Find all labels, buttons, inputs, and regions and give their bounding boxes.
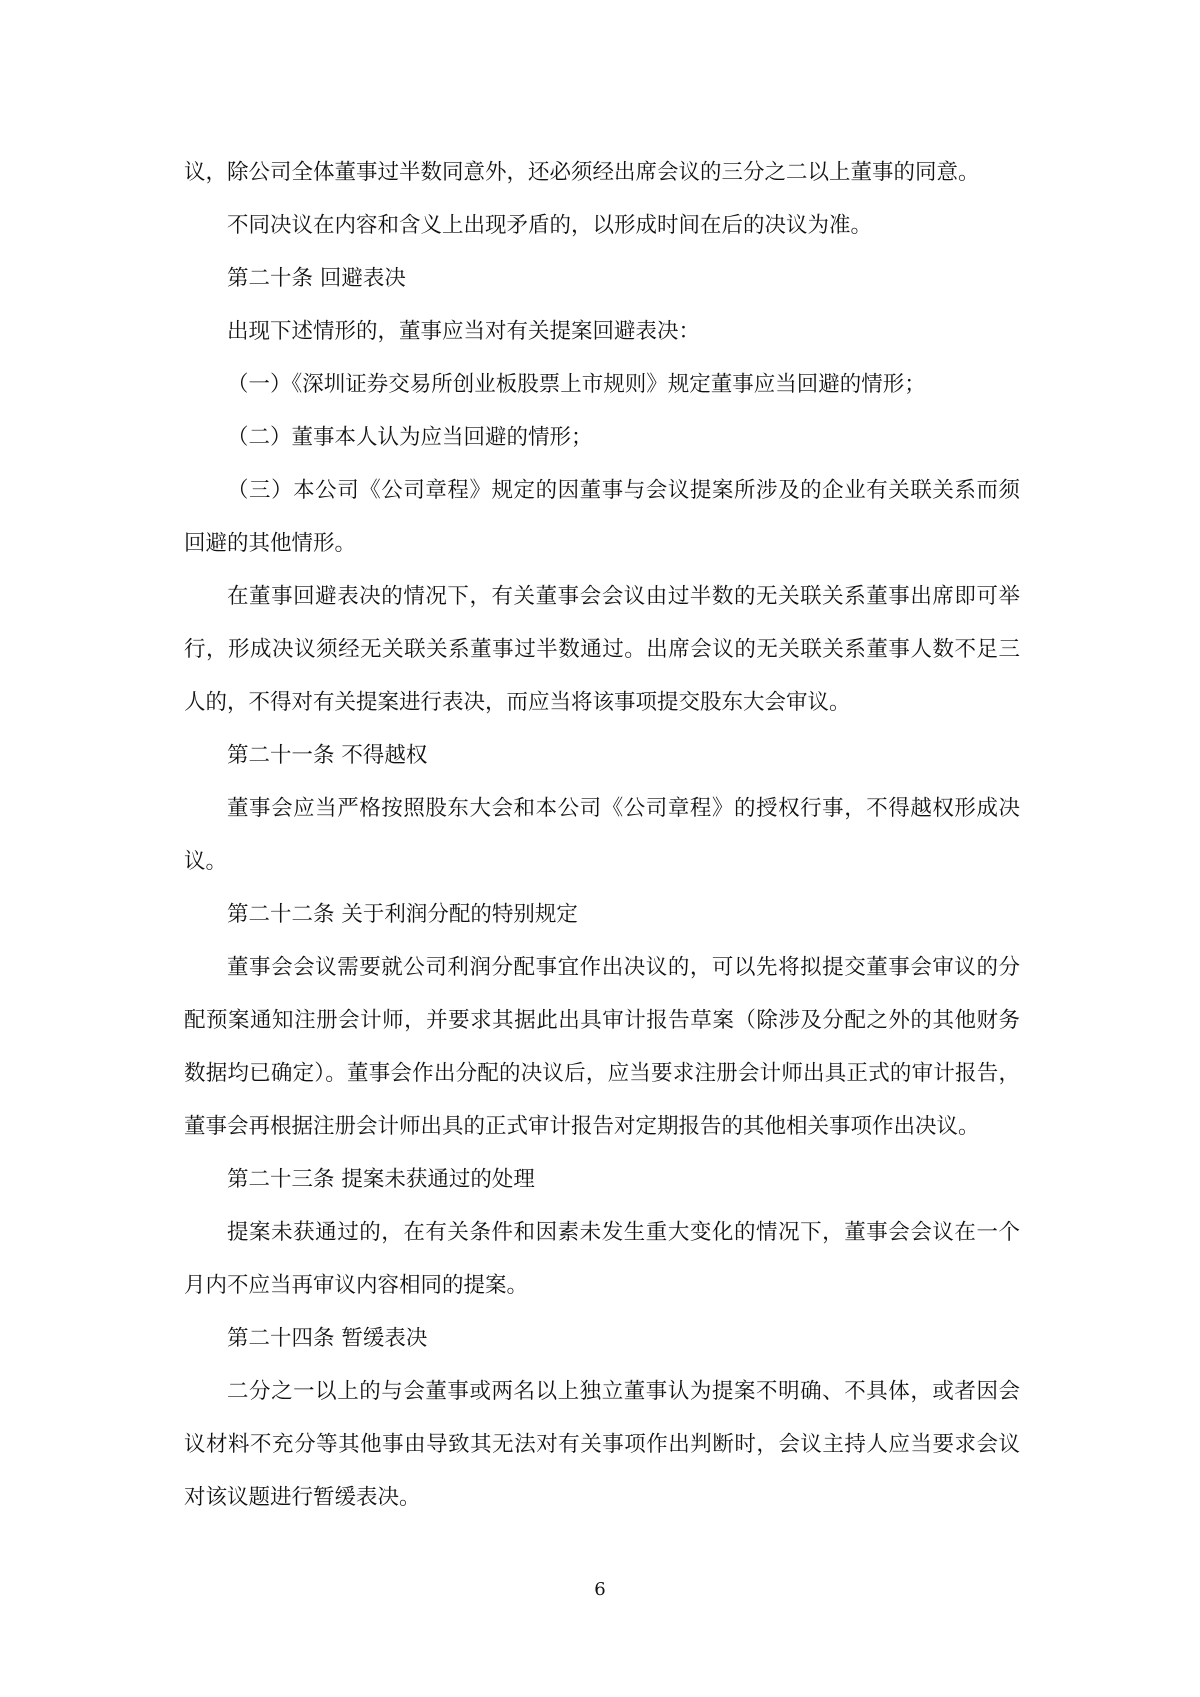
list-item-2: （二）董事本人认为应当回避的情形； xyxy=(227,425,593,450)
paragraph-body: 提案未获通过的，在有关条件和因素未发生重大变化的情况下，董事会会议在一个月内不应当再审议内容相同的提案。 xyxy=(184,1220,1020,1298)
page-number: 6 xyxy=(594,1579,606,1600)
paragraph-body: 出现下述情形的，董事应当对有关提案回避表决： xyxy=(227,319,701,344)
paragraph-body: 董事会会议需要就公司利润分配事宜作出决议的，可以先将拟提交董事会审议的分配预案通知注册会计师，并要求其据此出具审计报告草案（除涉及分配之外的其他财务数据均已确定）。董事会作出分配的决议后，应当要求注册会计师出具正式的审计报告，董事会再根据注册会计师出具的正式审计报告对定期报告的其他相关事项作出决议。 xyxy=(184,955,1020,1139)
paragraph-continuation: 议，除公司全体董事过半数同意外，还必须经出席会议的三分之二以上董事的同意。 xyxy=(184,160,980,185)
list-item-1: （一）《深圳证券交易所创业板股票上市规则》规定董事应当回避的情形； xyxy=(227,372,926,397)
article-heading-23: 第二十三条 提案未获通过的处理 xyxy=(227,1167,535,1192)
list-item-3: （三）本公司《公司章程》规定的因董事与会议提案所涉及的企业有关联关系而须回避的其他情形。 xyxy=(184,478,1020,556)
paragraph-body: 不同决议在内容和含义上出现矛盾的，以形成时间在后的决议为准。 xyxy=(227,213,873,238)
article-heading-20: 第二十条 回避表决 xyxy=(227,266,406,291)
paragraph-body: 在董事回避表决的情况下，有关董事会会议由过半数的无关联关系董事出席即可举行，形成决议须经无关联关系董事过半数通过。出席会议的无关联关系董事人数不足三人的，不得对有关提案进行表决，而应当将该事项提交股东大会审议。 xyxy=(184,584,1020,715)
paragraph-body: 董事会应当严格按照股东大会和本公司《公司章程》的授权行事，不得越权形成决议。 xyxy=(184,796,1020,874)
article-heading-22: 第二十二条 关于利润分配的特别规定 xyxy=(227,902,578,927)
paragraph-body: 二分之一以上的与会董事或两名以上独立董事认为提案不明确、不具体，或者因会议材料不充分等其他事由导致其无法对有关事项作出判断时，会议主持人应当要求会议对该议题进行暂缓表决。 xyxy=(184,1379,1020,1510)
article-heading-21: 第二十一条 不得越权 xyxy=(227,743,428,768)
article-heading-24: 第二十四条 暂缓表决 xyxy=(227,1326,428,1351)
page-body xyxy=(184,146,1020,1524)
